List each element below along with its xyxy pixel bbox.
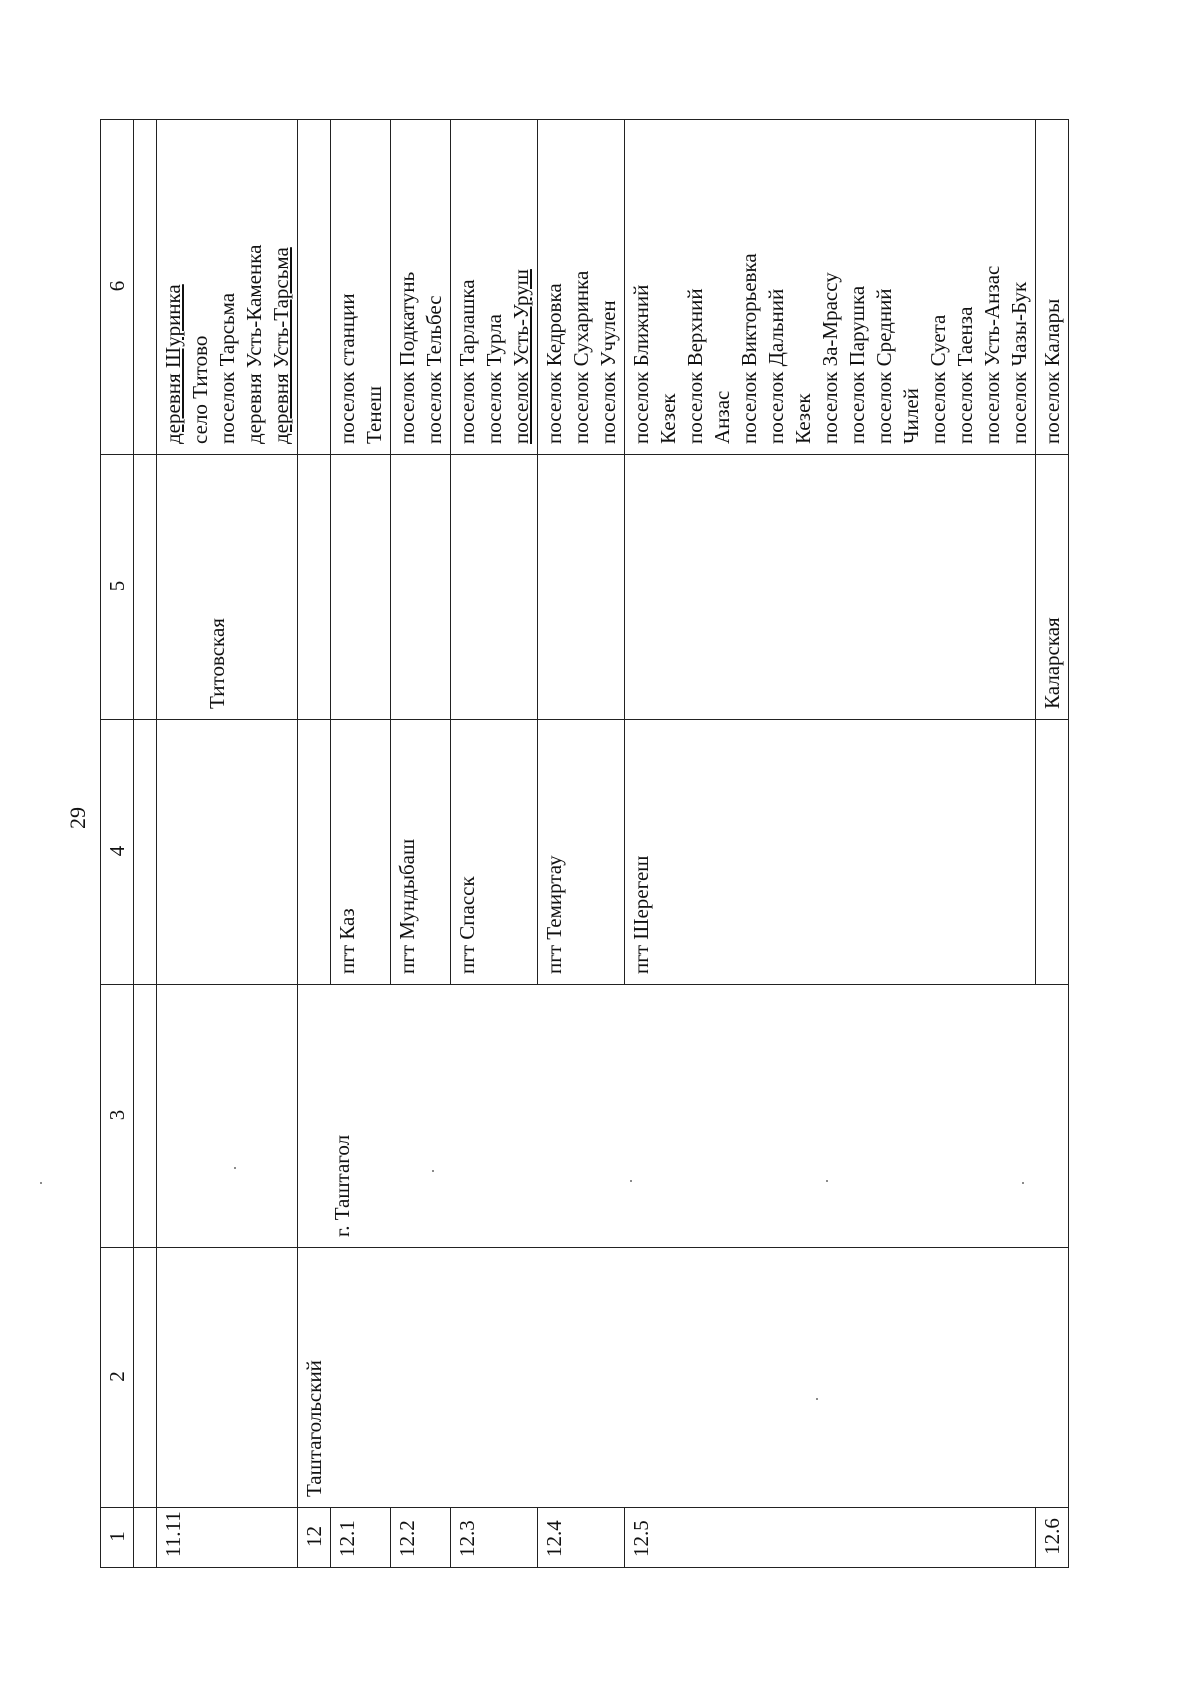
- settlement-name: поселок За-Мрассу: [818, 272, 842, 444]
- document-sheet: [100, 120, 1085, 1568]
- settlement-name: Кезек: [656, 393, 680, 444]
- territorial-unit-cell: [538, 455, 625, 720]
- row-number: 11.11: [157, 1508, 298, 1568]
- pgt-cell: [1036, 720, 1069, 985]
- pgt-cell: [538, 720, 625, 985]
- settlement-name: поселок Верхний: [683, 288, 707, 444]
- scan-speck: [826, 1180, 828, 1182]
- town-name: г. Таштагол: [330, 1134, 354, 1237]
- settlement-name: поселок Таенза: [953, 306, 977, 444]
- table-row: [157, 120, 298, 1568]
- town-cell: [298, 985, 1069, 1248]
- settlement-name: поселок Парушка: [845, 285, 869, 444]
- settlement-name: Анзас: [710, 390, 734, 444]
- table-row: [298, 120, 331, 1568]
- territorial-unit-cell: [451, 455, 538, 720]
- row-number: 12.2: [391, 1508, 451, 1568]
- pgt-cell: [157, 720, 298, 985]
- settlement-name: поселок Усть-Анзас: [980, 265, 1004, 444]
- settlement-name: поселок Тарсьма: [215, 292, 239, 444]
- settlement-name: поселок Кедровка: [542, 283, 566, 444]
- settlement-name: поселок Викторьевка: [737, 253, 761, 444]
- settlement-name: село Титово: [188, 335, 212, 444]
- territorial-unit-cell: [331, 455, 391, 720]
- territorial-unit-name: Титовская: [205, 618, 229, 709]
- territorial-unit-cell: [391, 455, 451, 720]
- scan-speck: [432, 1170, 434, 1172]
- settlement-name: поселок Турла: [482, 314, 506, 444]
- row-number: 12.5: [625, 1508, 1036, 1568]
- territorial-unit-name: Каларская: [1040, 617, 1064, 709]
- district-cell: [298, 1248, 1069, 1508]
- settlement-name: поселок станции: [335, 293, 359, 444]
- pgt-cell: [391, 720, 451, 985]
- settlement-name: поселок Средний: [872, 288, 896, 444]
- scan-speck: [40, 1182, 42, 1184]
- row-number: 12.3: [451, 1508, 538, 1568]
- pgt-name: пгт Мундыбаш: [395, 838, 419, 974]
- town-cell: [157, 985, 298, 1248]
- column-number: 2: [101, 1248, 134, 1508]
- settlements-cell: [538, 120, 625, 455]
- column-number-row: [101, 120, 134, 1568]
- settlements-cell: [1036, 120, 1069, 455]
- settlement-name: поселок Ближний: [629, 284, 653, 444]
- page-number: 29: [65, 807, 90, 829]
- settlements-cell: [157, 120, 298, 455]
- district-name: Таштагольский: [302, 1360, 326, 1497]
- pgt-cell: [298, 720, 331, 985]
- row-number: 12.4: [538, 1508, 625, 1568]
- spacer-row: [134, 120, 157, 1568]
- row-number: 12: [298, 1508, 331, 1568]
- territorial-unit-cell: [625, 455, 1036, 720]
- column-number: 6: [101, 120, 134, 455]
- settlement-name: поселок Усть-Уруш: [509, 269, 533, 444]
- settlement-name: поселок Сухаринка: [569, 270, 593, 444]
- settlement-name: поселок Чазы-Бук: [1007, 281, 1031, 444]
- settlements-cell: [625, 120, 1036, 455]
- pgt-name: пгт Темиртау: [542, 855, 566, 974]
- settlement-name: поселок Тарлашка: [455, 279, 479, 444]
- column-number: 3: [101, 985, 134, 1248]
- settlement-name: поселок Подкатунь: [395, 271, 419, 444]
- settlement-name: поселок Дальний: [764, 288, 788, 444]
- territorial-unit-cell: [298, 455, 331, 720]
- pgt-cell: [331, 720, 391, 985]
- scan-speck: [234, 1167, 236, 1169]
- column-number: 4: [101, 720, 134, 985]
- pgt-name: пгт Шерегеш: [629, 855, 653, 974]
- district-cell: [157, 1248, 298, 1508]
- pgt-name: пгт Каз: [335, 908, 359, 974]
- settlement-name: поселок Суета: [926, 314, 950, 444]
- settlement-name: деревня Усть-Каменка: [242, 244, 266, 444]
- settlement-name: Тенеш: [362, 385, 386, 444]
- row-number: 12.6: [1036, 1508, 1069, 1568]
- settlements-table: [100, 119, 1069, 1568]
- pgt-cell: [451, 720, 538, 985]
- pgt-name: пгт Спасск: [455, 876, 479, 974]
- settlement-name: поселок Учулен: [596, 300, 620, 444]
- scan-speck: [1022, 1182, 1024, 1184]
- territorial-unit-cell: [157, 455, 298, 720]
- settlement-name: поселок Тельбес: [422, 295, 446, 444]
- settlement-name: поселок Калары: [1040, 298, 1064, 444]
- column-number: 5: [101, 455, 134, 720]
- settlement-name: деревня Усть-Тарсьма: [269, 247, 293, 444]
- settlements-cell: [331, 120, 391, 455]
- row-number: 12.1: [331, 1508, 391, 1568]
- pgt-cell: [625, 720, 1036, 985]
- settlement-name: Кезек: [791, 393, 815, 444]
- column-number: 1: [101, 1508, 134, 1568]
- settlements-cell: [451, 120, 538, 455]
- settlements-cell: [391, 120, 451, 455]
- settlements-cell: [298, 120, 331, 455]
- scan-speck: [630, 1180, 632, 1182]
- territorial-unit-cell: [1036, 455, 1069, 720]
- scan-speck: [816, 1398, 818, 1400]
- settlement-name: Чилей: [899, 388, 923, 444]
- settlement-name: деревня Шуринка: [161, 284, 185, 444]
